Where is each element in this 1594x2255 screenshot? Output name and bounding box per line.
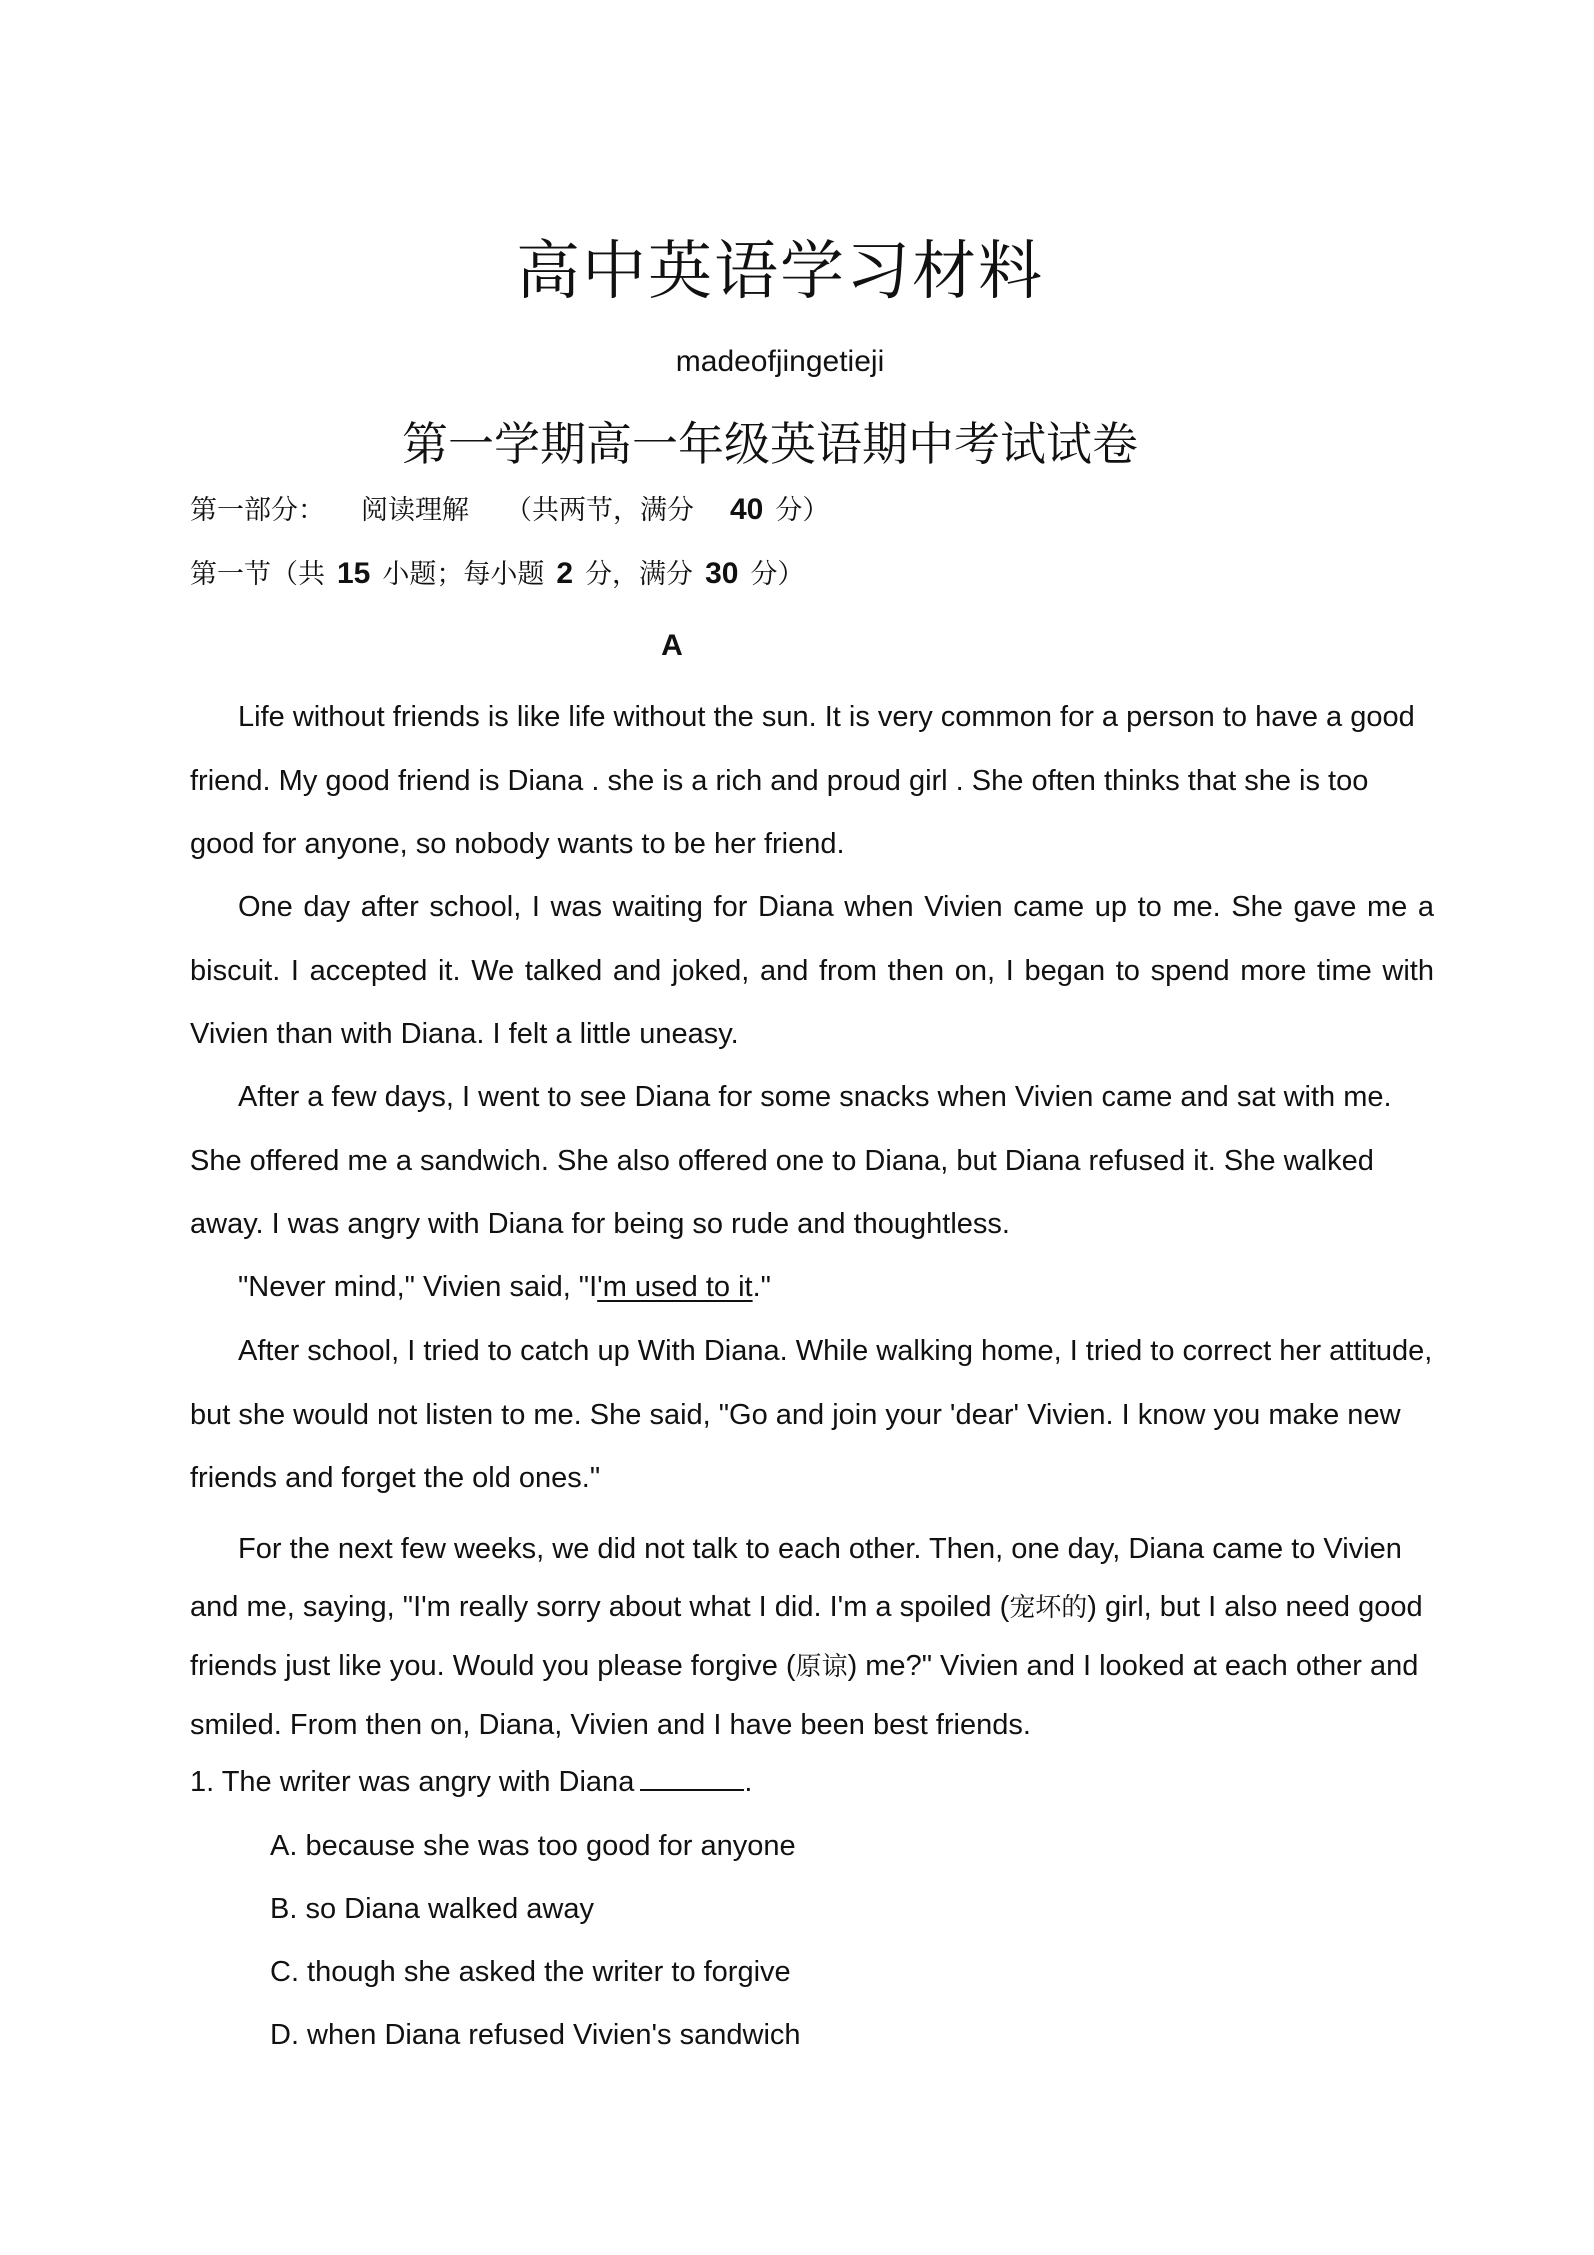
part-detail-post: 分） [775, 495, 830, 526]
section-each: 2 [556, 557, 574, 590]
exam-title: 第一学期高一年级英语期中考试试卷 [402, 417, 1138, 471]
passage-paragraph-2 [190, 876, 1434, 1067]
paragraph-part: ) me?" Vivien and I looked at each other and smiled. From then on, Diana, Vivien and I have been best friends. [190, 1650, 1419, 1741]
quote-start: "Never mind," Vivien said, "I [238, 1271, 598, 1303]
question-end: . [744, 1766, 753, 1798]
section-heading [190, 556, 804, 593]
passage-paragraph-6 [190, 1520, 1434, 1754]
paragraph-text: Life without friends is like life without the sun. It is very common for a person to have a good friend. My good friend is Diana . she is a rich and proud girl . She often thinks that she is too good for anyone, so nobody wants to be her friend. [190, 701, 1415, 860]
underlined-phrase: 'm used to it [597, 1271, 753, 1303]
question-stem: 1. The writer was angry with Diana [190, 1766, 635, 1798]
answer-blank [640, 1765, 744, 1791]
section-post: 分） [750, 559, 805, 590]
passage-paragraph-1 [190, 686, 1434, 877]
gloss-chinese: 原谅 [795, 1652, 848, 1682]
paragraph-text: After a few days, I went to see Diana for some snacks when Vivien came and sat with me. She offered me a sandwich. She also offered one to Diana, but Diana refused it. She walked away. I was angry with Diana for being so rude and thoughtless. [190, 1081, 1392, 1240]
paragraph-text [190, 1520, 1434, 1754]
section-mid1: 小题；每小题 [382, 559, 545, 590]
part-detail-pre: （共两节，满分 [505, 495, 694, 526]
section-total: 30 [705, 557, 739, 590]
paragraph-part: ) girl, but I also need good friends just like you. Would you please forgive ( [190, 1591, 1423, 1682]
page-subtitle: madeofjingetieji [675, 345, 885, 378]
part-label: 第一部分： [190, 495, 325, 526]
section-pre: 第一节（共 [190, 559, 325, 590]
paragraph-text: One day after school, I was waiting for Diana when Vivien came up to me. She gave me a biscuit. I accepted it. We talked and joked, and from then on, I began to spend more time with Vivien than with Diana. I felt a little uneasy. [190, 891, 1434, 1050]
passage-paragraph-3 [190, 1066, 1434, 1257]
passage-paragraph-5 [190, 1320, 1434, 1511]
quote-end: ." [752, 1271, 771, 1303]
paragraph-text: After school, I tried to catch up With Diana. While walking home, I tried to correct her attitude, but she would not listen to me. She said, "Go and join your 'dear' Vivien. I know you make new friends and forget the old ones." [190, 1335, 1433, 1494]
paragraph-part: For the next few weeks, we did not talk to each other. Then, one day, Diana came to Vivien and me, saying, "I'm really sorry about what I did. I'm a spoiled ( [190, 1533, 1402, 1623]
part-score: 40 [730, 493, 764, 526]
option-c: C. though she asked the writer to forgive [270, 1956, 791, 1988]
paragraph-text [190, 1256, 1434, 1320]
section-count: 15 [337, 557, 371, 590]
section-mid2: 分，满分 [585, 559, 694, 590]
gloss-chinese: 宠坏的 [1009, 1593, 1088, 1623]
question-1 [190, 1762, 752, 1802]
page-title: 高中英语学习材料 [516, 235, 1044, 309]
option-a: A. because she was too good for anyone [270, 1830, 796, 1862]
option-d: D. when Diana refused Vivien's sandwich [270, 2019, 801, 2051]
passage-paragraph-4 [190, 1256, 1434, 1320]
part-heading [190, 492, 829, 529]
option-b: B. so Diana walked away [270, 1893, 594, 1925]
part-name: 阅读理解 [361, 495, 469, 526]
answer-options [270, 1826, 801, 2078]
passage-label: A [661, 629, 683, 662]
